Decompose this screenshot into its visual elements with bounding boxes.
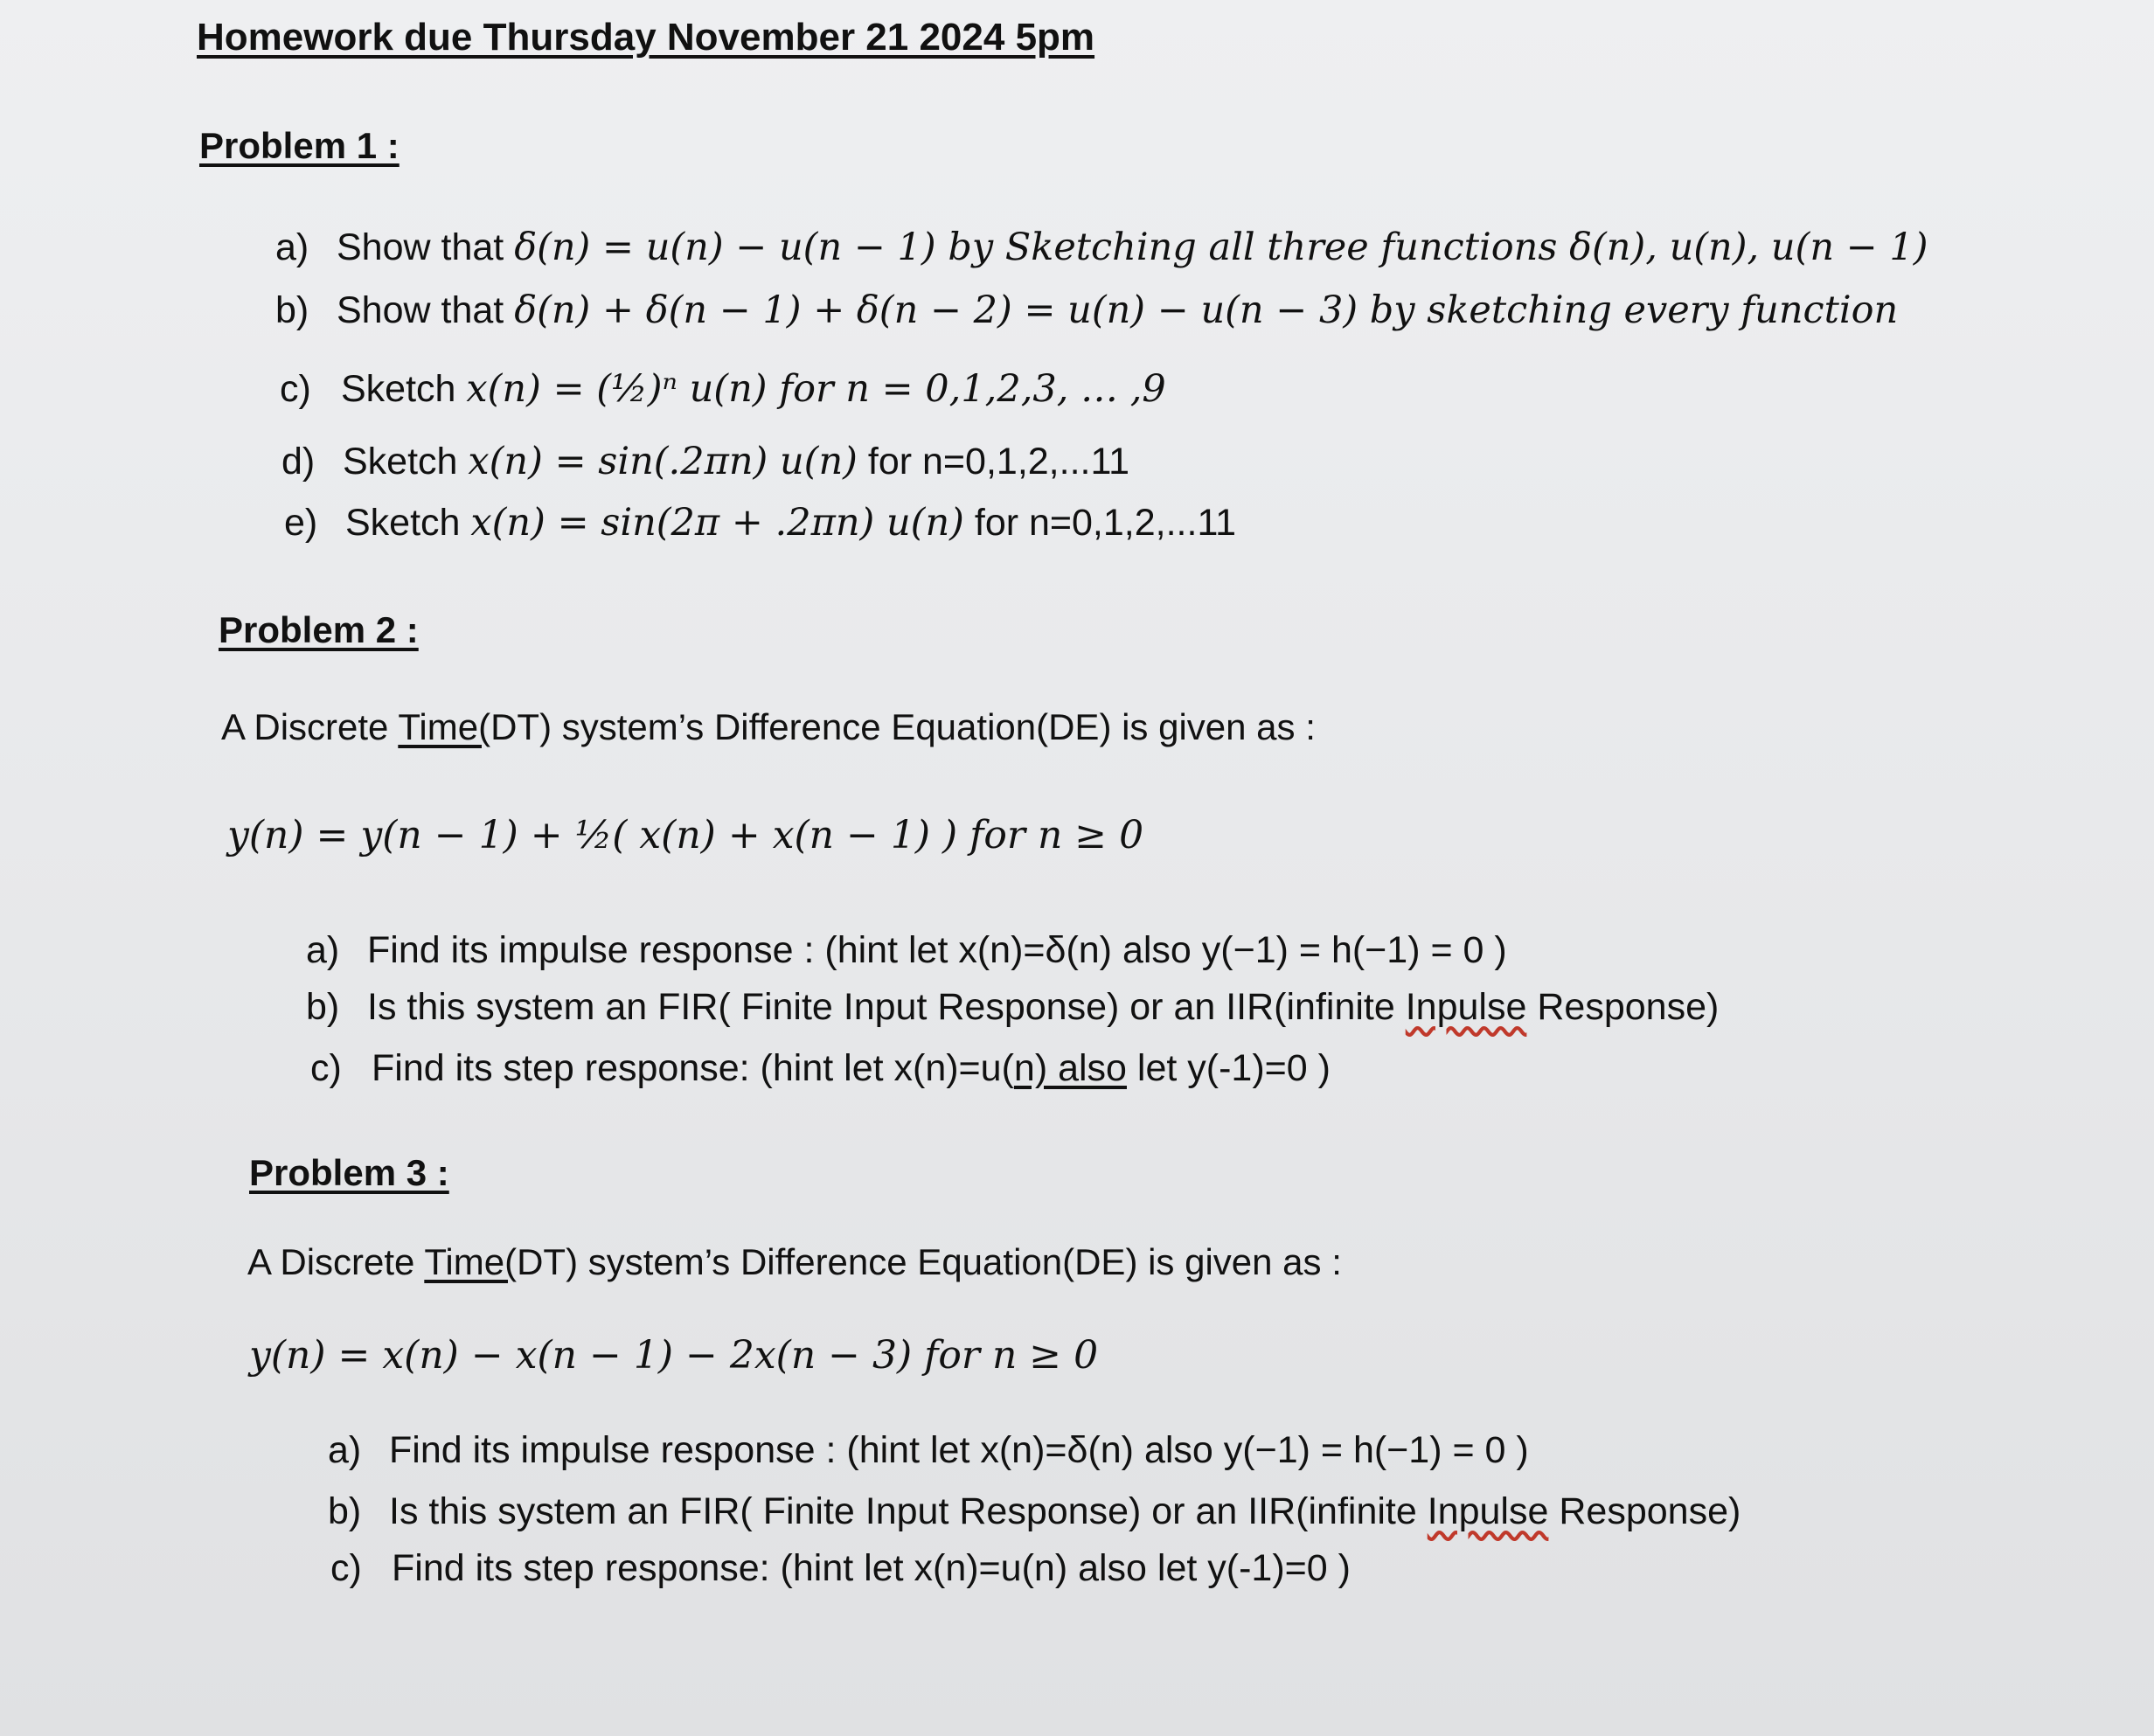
item-text: Is this system an FIR( Finite Input Response) or an IIR(infinite <box>389 1490 1428 1532</box>
item-label: b) <box>275 289 309 331</box>
item-tail: for n=0,1,2,...11 <box>963 502 1237 544</box>
problem-2-intro <box>221 706 1316 748</box>
problem-1-item-e <box>284 501 1236 545</box>
item-text: Find its impulse response : (hint let x(n)=δ(n) also y(−1) = h(−1) = 0 ) <box>389 1429 1529 1471</box>
intro-text: A Discrete <box>247 1241 425 1282</box>
item-text-rest: let y(-1)=0 ) <box>1126 1047 1331 1089</box>
problem-3-equation: y(n) = x(n) − x(n − 1) − 2x(n − 3) for n ≥ 0 <box>249 1333 1099 1378</box>
misspelled-word: Inpulse <box>1405 986 1527 1028</box>
item-label: e) <box>284 502 318 544</box>
item-text: Show that <box>337 289 515 331</box>
item-label: c) <box>330 1547 362 1589</box>
item-text-rest: Response) <box>1548 1490 1741 1532</box>
item-math: x(n) = sin(2π + .2πn) u(n) <box>470 501 964 545</box>
item-label: a) <box>275 226 309 268</box>
item-underlined: n) also <box>1013 1047 1127 1089</box>
problem-2-item-a <box>306 929 1507 972</box>
intro-underlined: Time( <box>398 706 491 747</box>
problem-2-equation: y(n) = y(n − 1) + ½( x(n) + x(n − 1) ) for n ≥ 0 <box>227 813 1144 858</box>
intro-text: A Discrete <box>221 706 399 747</box>
item-text: Find its impulse response : (hint let x(n)=δ(n) also y(−1) = h(−1) = 0 ) <box>367 929 1507 971</box>
problem-3-intro <box>247 1241 1342 1283</box>
item-text: Sketch <box>345 502 471 544</box>
problem-3-item-c <box>330 1547 1351 1590</box>
problem-2-item-b <box>306 986 1719 1029</box>
item-text-rest: Response) <box>1526 986 1720 1028</box>
item-label: b) <box>306 986 340 1028</box>
item-label: a) <box>328 1429 362 1471</box>
problem-1-item-d <box>281 440 1129 483</box>
problem-3-heading: Problem 3 : <box>249 1152 449 1193</box>
intro-text-rest: DT) system’s Difference Equation(DE) is given as : <box>517 1241 1342 1282</box>
item-math: δ(n) = u(n) − u(n − 1) by Sketching all three functions δ(n), u(n), u(n − 1) <box>514 226 1928 269</box>
intro-text-rest: DT) system’s Difference Equation(DE) is given as : <box>490 706 1316 747</box>
problem-1-item-b <box>275 288 1898 332</box>
intro-underlined: Time( <box>424 1241 518 1282</box>
item-label: b) <box>328 1490 362 1532</box>
item-math: x(n) = sin(.2πn) u(n) <box>468 440 858 483</box>
item-text: Show that <box>337 226 515 268</box>
item-tail: for n=0,1,2,...11 <box>857 441 1130 483</box>
homework-title: Homework due Thursday November 21 2024 5pm <box>197 16 1095 59</box>
item-label: c) <box>280 368 311 410</box>
problem-1-item-a <box>275 226 1928 269</box>
problem-1-item-c <box>280 367 1166 411</box>
problem-3-item-b <box>328 1490 1741 1533</box>
item-label: c) <box>310 1047 342 1089</box>
item-text: Find its step response: (hint let x(n)=u( <box>372 1047 1014 1089</box>
item-text: Sketch <box>341 368 467 410</box>
item-text: Is this system an FIR( Finite Input Response) or an IIR(infinite <box>367 986 1406 1028</box>
problem-2-heading: Problem 2 : <box>219 609 419 650</box>
problem-3-item-a <box>328 1429 1529 1472</box>
item-text: Find its step response: (hint let x(n)=u(n) also let y(-1)=0 ) <box>392 1547 1351 1589</box>
item-label: d) <box>281 441 316 483</box>
misspelled-word: Inpulse <box>1427 1490 1549 1532</box>
item-math: δ(n) + δ(n − 1) + δ(n − 2) = u(n) − u(n − 3) by sketching every function <box>514 288 1899 332</box>
problem-1-heading: Problem 1 : <box>199 125 400 166</box>
item-label: a) <box>306 929 340 971</box>
item-math: x(n) = (½)ⁿ u(n) for n = 0,1,2,3, … ,9 <box>466 367 1166 411</box>
problem-2-item-c <box>310 1047 1331 1090</box>
item-text: Sketch <box>343 441 469 483</box>
